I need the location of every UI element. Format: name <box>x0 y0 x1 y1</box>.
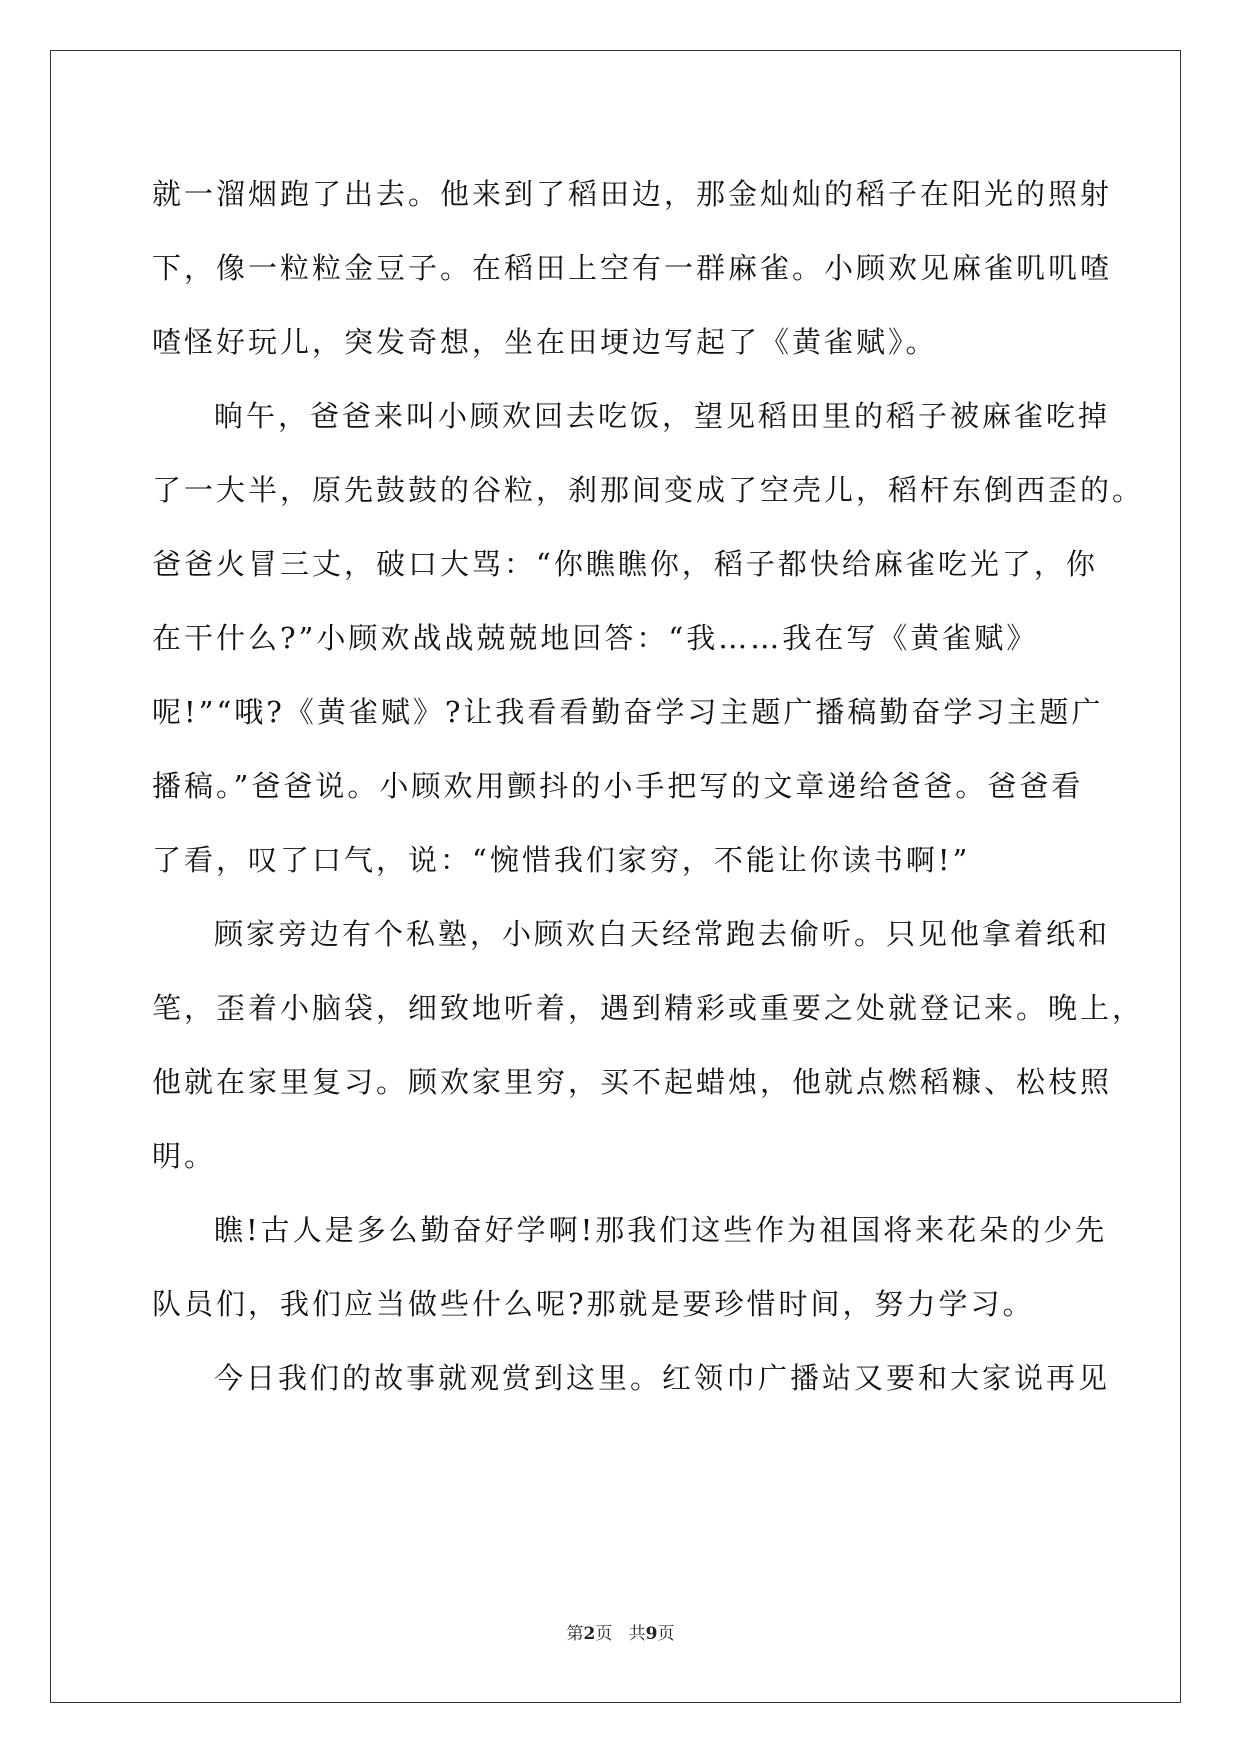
text-line: 他就在家里复习。顾欢家里穷，买不起蜡烛，他就点燃稻糠、松枝照 <box>152 1065 1113 1099</box>
text-line: 就一溜烟跑了出去。他来到了稻田边，那金灿灿的稻子在阳光的照射 <box>152 177 1113 211</box>
text-line: 了一大半，原先鼓鼓的谷粒，刹那间变成了空壳儿，稻杆东倒西歪的。 <box>152 473 1145 507</box>
page-suffix: 页 <box>595 1624 613 1644</box>
paragraph-start-line: 晌午，爸爸来叫小顾欢回去吃饭，望见稻田里的稻子被麻雀吃掉 <box>214 399 1111 433</box>
paragraph-start-line: 今日我们的故事就观赏到这里。红领巾广播站又要和大家说再见 <box>214 1361 1111 1395</box>
page-number: 2 <box>583 1624 596 1644</box>
text-line: 呢!”“哦?《黄雀赋》?让我看看勤奋学习主题广播稿勤奋学习主题广 <box>152 695 1104 729</box>
total-prefix: 共 <box>628 1624 646 1644</box>
text-line: 在干什么?”小顾欢战战兢兢地回答：“我……我在写《黄雀赋》 <box>152 621 1039 655</box>
text-line: 喳怪好玩儿，突发奇想，坐在田埂边写起了《黄雀赋》。 <box>152 325 938 359</box>
total-pages: 9 <box>645 1624 658 1644</box>
page-prefix: 第 <box>566 1624 584 1644</box>
document-body <box>152 157 1145 1415</box>
text-line: 笔，歪着小脑袋，细致地听着，遇到精彩或重要之处就登记来。晚上， <box>152 991 1145 1025</box>
total-suffix: 页 <box>657 1624 675 1644</box>
paragraph-start-line: 顾家旁边有个私塾，小顾欢白天经常跑去偷听。只见他拿着纸和 <box>214 917 1111 951</box>
text-line: 了看，叹了口气，说：“惋惜我们家穷，不能让你读书啊!” <box>152 843 971 877</box>
text-line: 明。 <box>152 1139 217 1173</box>
text-line: 爸爸火冒三丈，破口大骂：“你瞧瞧你，稻子都快给麻雀吃光了，你 <box>152 547 1098 581</box>
text-line: 队员们，我们应当做些什么呢?那就是要珍惜时间，努力学习。 <box>152 1287 1035 1321</box>
page-footer <box>0 1619 1241 1644</box>
text-line: 下，像一粒粒金豆子。在稻田上空有一群麻雀。小顾欢见麻雀叽叽喳 <box>152 251 1113 285</box>
text-line: 播稿。”爸爸说。小顾欢用颤抖的小手把写的文章递给爸爸。爸爸看 <box>152 769 1084 803</box>
paragraph-start-line: 瞧!古人是多么勤奋好学啊!那我们这些作为祖国将来花朵的少先 <box>214 1213 1108 1247</box>
